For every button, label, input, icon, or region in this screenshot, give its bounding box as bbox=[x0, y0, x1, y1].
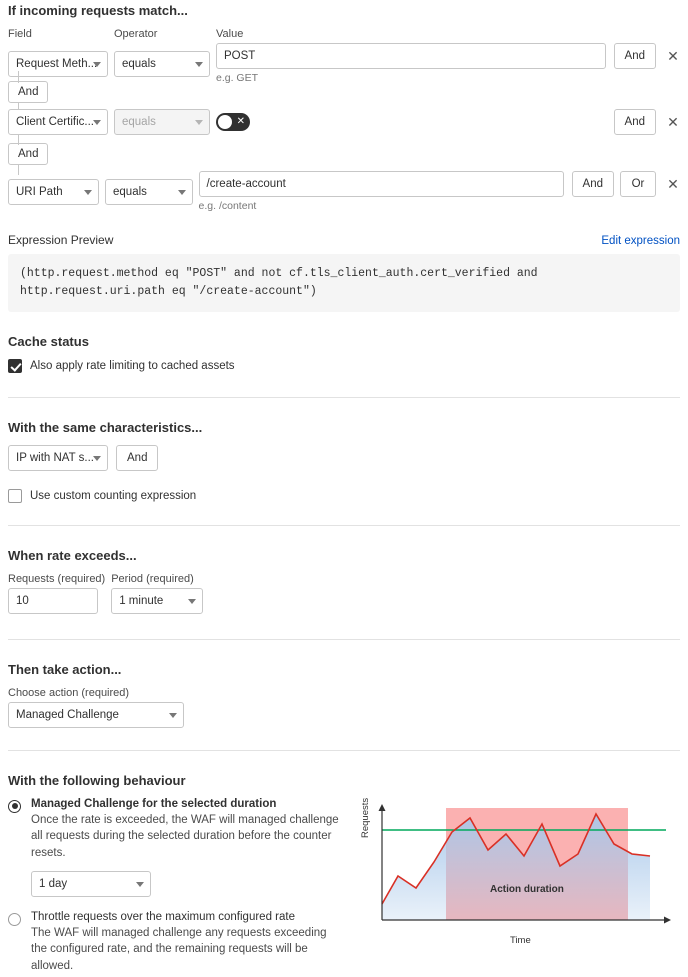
custom-counting-checkbox[interactable] bbox=[8, 489, 22, 503]
and-chip-2[interactable]: And bbox=[8, 143, 48, 165]
and-chip-1[interactable]: And bbox=[8, 81, 48, 103]
and-button-1[interactable]: And bbox=[614, 43, 656, 69]
cache-checkbox-row[interactable] bbox=[8, 359, 680, 373]
action-select[interactable] bbox=[8, 702, 184, 728]
expression-preview-text: (http.request.method eq "POST" and not cf.tls_client_auth.cert_verified and http.request.uri.path eq "/create-account") bbox=[8, 254, 680, 312]
column-label-field: Field bbox=[8, 28, 32, 40]
period-label: Period (required) bbox=[111, 572, 194, 585]
behaviour-option-1-radio[interactable] bbox=[8, 800, 21, 813]
requests-input[interactable] bbox=[8, 588, 98, 614]
behaviour-option-2-title: Throttle requests over the maximum configured rate bbox=[31, 910, 295, 923]
field-select-1-value: Request Meth... bbox=[16, 58, 98, 70]
value-hint-3: e.g. /content bbox=[198, 200, 257, 212]
period-select[interactable] bbox=[111, 588, 203, 614]
behaviour-option-2-radio[interactable] bbox=[8, 913, 21, 926]
chevron-down-icon bbox=[84, 190, 92, 195]
chevron-down-icon bbox=[188, 599, 196, 604]
chart-ylabel: Requests bbox=[360, 797, 371, 838]
period-select-value: 1 minute bbox=[119, 594, 164, 607]
and-group-connector-1 bbox=[8, 81, 680, 103]
value-hint-1: e.g. GET bbox=[216, 72, 259, 84]
characteristics-and-button[interactable]: And bbox=[116, 445, 158, 471]
characteristics-select-value: IP with NAT s... bbox=[16, 451, 94, 464]
value-cell-2 bbox=[216, 113, 606, 131]
chevron-down-icon bbox=[195, 120, 203, 125]
behaviour-chart bbox=[360, 797, 680, 946]
behaviour-content bbox=[8, 798, 680, 977]
behaviour-option-1-title: Managed Challenge for the selected duration bbox=[31, 797, 277, 810]
x-axis-arrow bbox=[664, 916, 671, 923]
behaviour-option-1-desc: Once the rate is exceeded, the WAF will managed challenge all requests during the selected duration before the counter resets. bbox=[31, 813, 339, 859]
toggle-knob bbox=[218, 115, 232, 129]
section-title-cache: Cache status bbox=[8, 333, 89, 349]
chevron-down-icon bbox=[195, 62, 203, 67]
value-select-1-value: POST bbox=[224, 50, 256, 62]
operator-select-2 bbox=[114, 109, 210, 135]
section-title-rate: When rate exceeds... bbox=[8, 547, 137, 563]
choose-action-label: Choose action (required) bbox=[8, 686, 130, 699]
custom-counting-row[interactable] bbox=[8, 489, 680, 503]
action-select-value: Managed Challenge bbox=[16, 708, 119, 721]
remove-condition-3-icon[interactable]: ✕ bbox=[667, 176, 679, 192]
connector-line bbox=[18, 165, 19, 175]
section-title-behaviour: With the following behaviour bbox=[8, 772, 186, 788]
section-title-action: Then take action... bbox=[8, 661, 122, 677]
toggle-off-icon: ✕ bbox=[236, 116, 245, 127]
field-select-3-value: URI Path bbox=[16, 186, 63, 198]
characteristics-select[interactable] bbox=[8, 445, 108, 471]
divider bbox=[8, 750, 680, 751]
divider bbox=[8, 397, 680, 398]
field-select-1[interactable] bbox=[8, 51, 108, 77]
column-label-operator: Operator bbox=[114, 28, 158, 40]
remove-condition-1-icon[interactable]: ✕ bbox=[667, 48, 679, 64]
field-select-2-value: Client Certific... bbox=[16, 116, 94, 128]
remove-condition-2-icon[interactable]: ✕ bbox=[667, 114, 679, 130]
cache-checkbox[interactable] bbox=[8, 359, 22, 373]
and-button-2[interactable]: And bbox=[614, 109, 656, 135]
value-cell-3 bbox=[199, 171, 564, 213]
rule-row bbox=[8, 109, 680, 135]
rule-row bbox=[8, 43, 680, 85]
cert-verified-toggle[interactable] bbox=[216, 113, 250, 131]
and-group-connector-2 bbox=[8, 143, 680, 165]
divider bbox=[8, 525, 680, 526]
operator-select-2-value: equals bbox=[122, 116, 156, 128]
section-title-characteristics: With the same characteristics... bbox=[8, 419, 203, 435]
chevron-down-icon bbox=[93, 62, 101, 67]
value-input-3[interactable] bbox=[199, 171, 564, 197]
duration-select-value: 1 day bbox=[39, 877, 68, 890]
value-select-1[interactable] bbox=[216, 43, 606, 69]
column-label-value: Value bbox=[216, 28, 244, 40]
section-title-match: If incoming requests match... bbox=[8, 3, 188, 18]
connector-line bbox=[18, 71, 19, 83]
field-select-3[interactable] bbox=[8, 179, 99, 205]
edit-expression-link[interactable]: Edit expression bbox=[601, 235, 680, 247]
operator-select-1[interactable] bbox=[114, 51, 210, 77]
behaviour-option-2-desc: The WAF will managed challenge any requests exceeding the configured rate, and the remaining requests will be allowed. bbox=[31, 926, 327, 972]
chevron-down-icon bbox=[178, 190, 186, 195]
operator-select-3-value: equals bbox=[113, 186, 147, 198]
value-cell-1 bbox=[216, 43, 606, 85]
behaviour-option-1[interactable] bbox=[8, 798, 344, 897]
value-input-3-value: /create-account bbox=[206, 178, 286, 190]
duration-select[interactable] bbox=[31, 871, 151, 897]
operator-select-3[interactable] bbox=[105, 179, 193, 205]
cache-checkbox-label: Also apply rate limiting to cached assets bbox=[30, 359, 235, 372]
divider bbox=[8, 639, 680, 640]
y-axis-arrow bbox=[379, 804, 386, 811]
operator-select-1-value: equals bbox=[122, 58, 156, 70]
column-headers bbox=[8, 28, 680, 40]
chevron-down-icon bbox=[136, 882, 144, 887]
custom-counting-label: Use custom counting expression bbox=[30, 489, 197, 502]
field-select-2[interactable] bbox=[8, 109, 108, 135]
requests-input-value: 10 bbox=[16, 594, 29, 607]
chevron-down-icon bbox=[169, 713, 177, 718]
or-button-3[interactable]: Or bbox=[620, 171, 656, 197]
requests-label: Requests (required) bbox=[8, 572, 106, 585]
connector-line bbox=[18, 135, 19, 145]
chevron-down-icon bbox=[93, 456, 101, 461]
chart-xlabel: Time bbox=[510, 934, 531, 946]
behaviour-option-2[interactable] bbox=[8, 911, 344, 975]
rule-row bbox=[8, 171, 680, 213]
chart-annotation: Action duration bbox=[490, 883, 564, 895]
and-button-3[interactable]: And bbox=[572, 171, 614, 197]
behaviour-options bbox=[8, 798, 344, 977]
chevron-down-icon bbox=[93, 120, 101, 125]
expression-preview-label: Expression Preview bbox=[8, 233, 114, 247]
rate-limit-chart-svg bbox=[360, 804, 680, 936]
expression-preview-header bbox=[8, 233, 680, 247]
